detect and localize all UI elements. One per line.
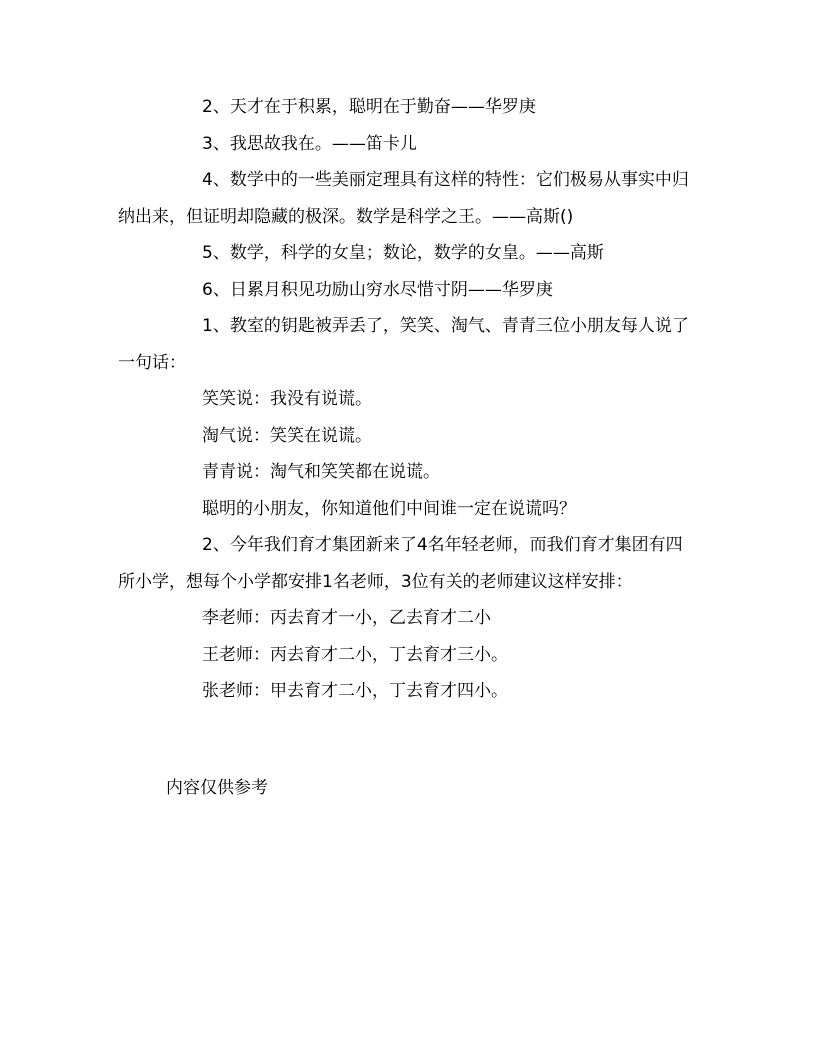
puzzle-2-teacher-zhang: 张老师：甲去育才二小，丁去育才四小。	[202, 681, 508, 701]
puzzle-2-teacher-wang: 王老师：丙去育才二小，丁去育才三小。	[202, 644, 508, 665]
quote-4: 4、数学中的一些美丽定理具有这样的特性：它们极易从事实中归纳出来，但证明却隐藏的极深。数学是科学之王。——高斯()	[118, 170, 689, 227]
puzzle-1-intro: 1、教室的钥匙被弄丢了，笑笑、淘气、青青三位小朋友每人说了一句话：	[118, 316, 689, 373]
puzzle-1-statement-xiaoxiao: 笑笑说：我没有说谎。	[202, 389, 372, 409]
footer-note: 内容仅供参考	[166, 778, 268, 798]
quote-6: 6、日累月积见功励山穷水尽惜寸阴——华罗庚	[202, 279, 553, 300]
quote-2: 2、天才在于积累，聪明在于勤奋——华罗庚	[202, 97, 536, 117]
quote-5: 5、数学，科学的女皇；数论，数学的女皇。——高斯	[202, 243, 604, 263]
puzzle-1-question: 聪明的小朋友，你知道他们中间谁一定在说谎吗？	[202, 498, 576, 519]
quote-3: 3、我思故我在。——笛卡儿	[202, 133, 417, 154]
puzzle-1-statement-taoqi: 淘气说：笑笑在说谎。	[202, 425, 372, 446]
puzzle-1-statement-qingqing: 青青说：淘气和笑笑都在说谎。	[202, 462, 440, 482]
puzzle-2-intro: 2、今年我们育才集团新来了4名年轻老师，而我们育才集团有四所小学，想每个小学都安排1名老师，3位有关的老师建议这样安排：	[118, 535, 683, 592]
puzzle-2-teacher-li: 李老师：丙去育才一小，乙去育才二小	[202, 608, 491, 628]
document-body	[118, 89, 698, 710]
